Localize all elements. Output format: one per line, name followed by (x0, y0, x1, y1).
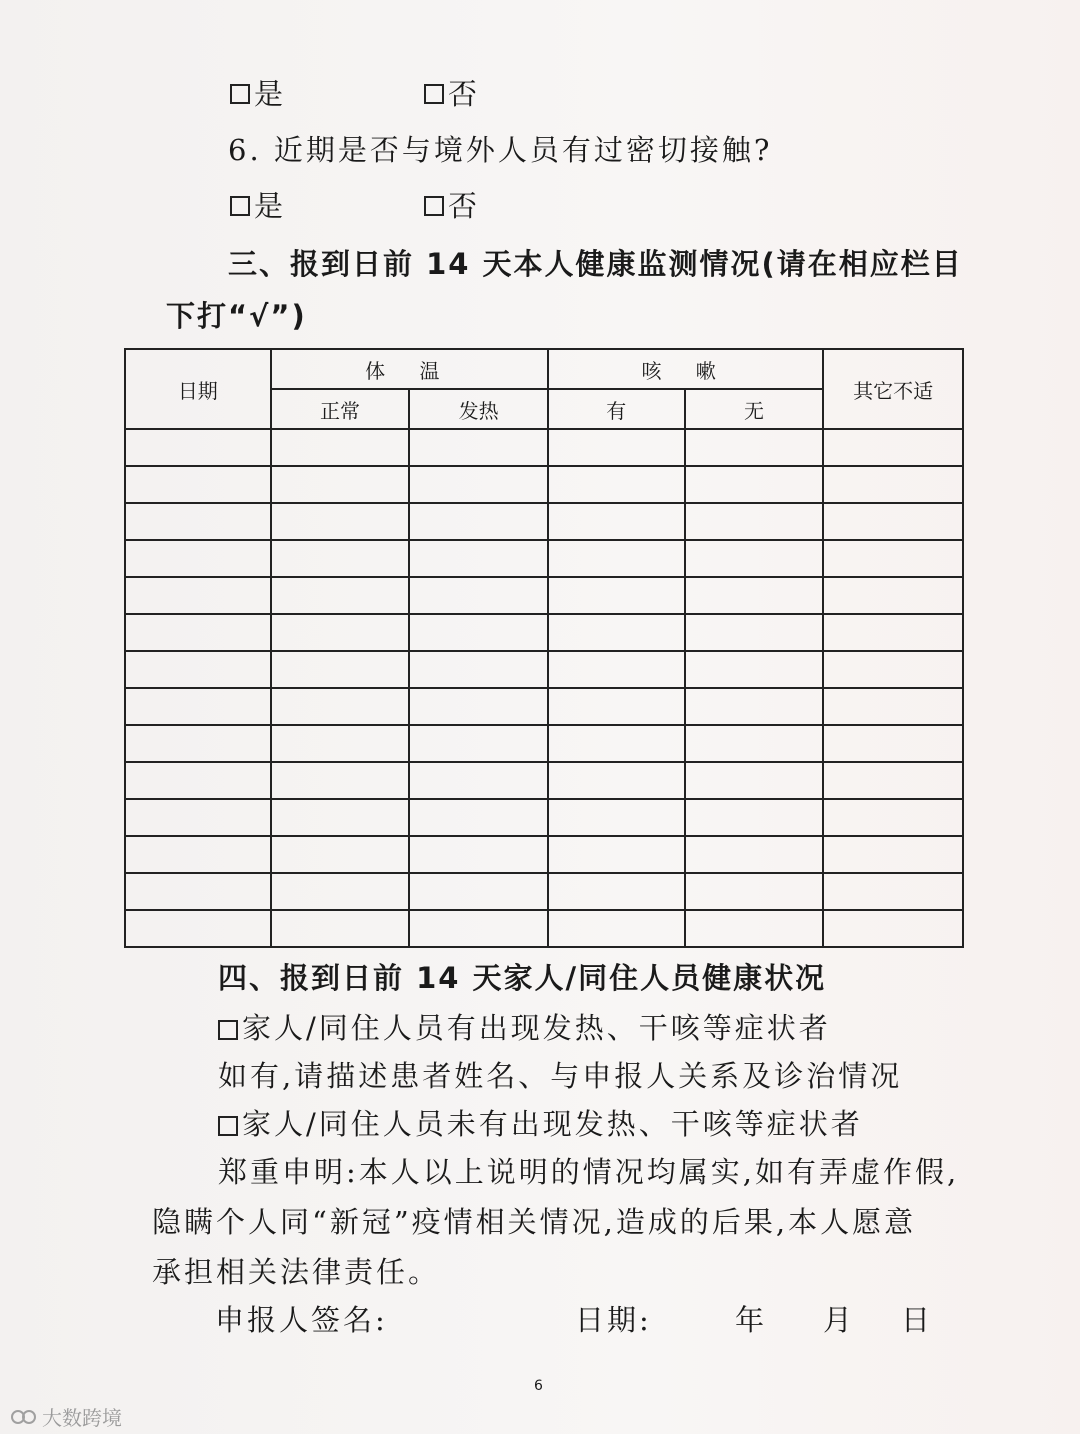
table-cell[interactable] (548, 836, 685, 873)
date-label: 日期: (575, 1303, 652, 1337)
table-cell[interactable] (409, 614, 548, 651)
table-cell[interactable] (685, 614, 824, 651)
table-cell[interactable] (685, 466, 824, 503)
table-cell[interactable] (125, 614, 271, 651)
table-row (125, 688, 963, 725)
table-cell[interactable] (548, 651, 685, 688)
table-cell[interactable] (548, 466, 685, 503)
signature-row (215, 1300, 935, 1340)
table-cell[interactable] (271, 762, 410, 799)
table-cell[interactable] (823, 910, 963, 947)
declaration-line: 郑重申明:本人以上说明的情况均属实,如有弄虚作假, (218, 1155, 960, 1189)
table-cell[interactable] (409, 873, 548, 910)
section4-heading: 四、报到日前 14 天家人/同住人员健康状况 (218, 961, 827, 995)
table-cell[interactable] (548, 540, 685, 577)
table-cell[interactable] (409, 577, 548, 614)
table-cell[interactable] (823, 799, 963, 836)
watermark-logo-icon (10, 1406, 38, 1428)
table-cell[interactable] (409, 540, 548, 577)
table-cell[interactable] (409, 429, 548, 466)
table-cell[interactable] (823, 725, 963, 762)
table-row (125, 614, 963, 651)
signer-label: 申报人签名: (215, 1303, 388, 1337)
table-cell[interactable] (125, 651, 271, 688)
table-cell[interactable] (271, 799, 410, 836)
table-cell[interactable] (685, 873, 824, 910)
q6-yes-option[interactable] (230, 186, 283, 226)
col-fever-header: 发热 (409, 389, 548, 429)
table-cell[interactable] (685, 762, 824, 799)
checkbox[interactable] (424, 196, 444, 216)
page-number: 6 (534, 1378, 543, 1394)
table-cell[interactable] (271, 651, 410, 688)
health-monitoring-table (124, 348, 964, 948)
table-cell[interactable] (271, 429, 410, 466)
table-row (125, 725, 963, 762)
table-cell[interactable] (125, 873, 271, 910)
checkbox[interactable] (230, 196, 250, 216)
watermark-text: 大数跨境 (42, 1406, 122, 1430)
q6-no-option[interactable] (424, 186, 477, 226)
declaration-line: 隐瞒个人同“新冠”疫情相关情况,造成的后果,本人愿意 (152, 1205, 917, 1239)
table-cell[interactable] (125, 910, 271, 947)
table-cell[interactable] (548, 503, 685, 540)
table-cell[interactable] (409, 651, 548, 688)
table-cell[interactable] (125, 540, 271, 577)
table-row (125, 910, 963, 947)
table-cell[interactable] (125, 762, 271, 799)
table-row (125, 503, 963, 540)
table-cell[interactable] (125, 799, 271, 836)
col-cough-yes-header: 有 (548, 389, 685, 429)
table-cell[interactable] (685, 688, 824, 725)
table-cell[interactable] (548, 577, 685, 614)
table-cell[interactable] (685, 836, 824, 873)
q5-no-option[interactable] (424, 74, 477, 114)
table-cell[interactable] (548, 614, 685, 651)
table-cell[interactable] (548, 688, 685, 725)
table-cell[interactable] (685, 503, 824, 540)
table-cell[interactable] (823, 762, 963, 799)
table-cell[interactable] (685, 540, 824, 577)
q6-no-label: 否 (448, 189, 478, 223)
q5-yes-option[interactable] (230, 74, 283, 114)
table-cell[interactable] (548, 799, 685, 836)
option-label: 家人/同住人员有出现发热、干咳等症状者 (242, 1011, 831, 1045)
table-cell[interactable] (125, 429, 271, 466)
day-label: 日 (901, 1303, 934, 1337)
table-cell[interactable] (823, 651, 963, 688)
table-row (125, 762, 963, 799)
table-cell[interactable] (823, 836, 963, 873)
table-cell[interactable] (271, 688, 410, 725)
section4-option-no-symptoms[interactable] (218, 1104, 863, 1144)
q6-yes-label: 是 (254, 189, 284, 223)
checkbox[interactable] (230, 84, 250, 104)
table-cell[interactable] (685, 910, 824, 947)
checkbox[interactable] (218, 1116, 238, 1136)
table-cell[interactable] (409, 799, 548, 836)
table-cell[interactable] (125, 688, 271, 725)
table-cell[interactable] (125, 466, 271, 503)
table-cell[interactable] (823, 429, 963, 466)
table-cell[interactable] (685, 725, 824, 762)
table-cell[interactable] (409, 466, 548, 503)
section3-heading: 三、报到日前 14 天本人健康监测情况(请在相应栏目 (228, 247, 963, 281)
table-cell[interactable] (271, 873, 410, 910)
table-cell[interactable] (823, 873, 963, 910)
table-cell[interactable] (823, 466, 963, 503)
col-normal-header: 正常 (271, 389, 410, 429)
q5-no-label: 否 (448, 77, 478, 111)
table-cell[interactable] (409, 762, 548, 799)
checkbox[interactable] (218, 1020, 238, 1040)
col-date-header: 日期 (125, 349, 271, 429)
table-cell[interactable] (823, 503, 963, 540)
table-cell[interactable] (271, 910, 410, 947)
table-cell[interactable] (271, 577, 410, 614)
table-cell[interactable] (125, 836, 271, 873)
table-cell[interactable] (271, 466, 410, 503)
table-cell[interactable] (685, 429, 824, 466)
table-cell[interactable] (409, 688, 548, 725)
table-cell[interactable] (548, 429, 685, 466)
section4-option-has-symptoms[interactable] (218, 1008, 831, 1048)
table-row (125, 429, 963, 466)
table-cell[interactable] (548, 873, 685, 910)
table-cell[interactable] (823, 688, 963, 725)
year-label: 年 (735, 1303, 768, 1337)
table-cell[interactable] (685, 651, 824, 688)
col-other-header: 其它不适 (823, 349, 963, 429)
month-label: 月 (823, 1303, 856, 1337)
col-temperature-header: 体 温 (271, 349, 548, 389)
table-row (125, 651, 963, 688)
table-body (125, 429, 963, 947)
table-cell[interactable] (125, 725, 271, 762)
table-cell[interactable] (823, 577, 963, 614)
option-label: 家人/同住人员未有出现发热、干咳等症状者 (242, 1107, 863, 1141)
table-cell[interactable] (548, 910, 685, 947)
section3-heading-cont: 下打“√”) (166, 299, 307, 333)
table-cell[interactable] (548, 762, 685, 799)
table-cell[interactable] (125, 577, 271, 614)
table-row (125, 799, 963, 836)
q6-question: 6. 近期是否与境外人员有过密切接触? (228, 133, 773, 167)
declaration-line: 承担相关法律责任。 (152, 1255, 441, 1289)
table-cell[interactable] (271, 614, 410, 651)
col-cough-no-header: 无 (685, 389, 824, 429)
table-cell[interactable] (409, 725, 548, 762)
table-row (125, 577, 963, 614)
table-row (125, 540, 963, 577)
table-cell[interactable] (271, 540, 410, 577)
section4-describe-text: 如有,请描述患者姓名、与申报人关系及诊治情况 (218, 1059, 903, 1093)
watermark (10, 1402, 122, 1431)
table-row (125, 836, 963, 873)
q5-yes-label: 是 (254, 77, 284, 111)
table-cell[interactable] (125, 503, 271, 540)
table-cell[interactable] (409, 910, 548, 947)
table-row (125, 466, 963, 503)
table-cell[interactable] (271, 725, 410, 762)
checkbox[interactable] (424, 84, 444, 104)
table-cell[interactable] (271, 503, 410, 540)
table-row (125, 873, 963, 910)
table-cell[interactable] (271, 836, 410, 873)
table-cell[interactable] (685, 577, 824, 614)
table-cell[interactable] (409, 503, 548, 540)
table-cell[interactable] (823, 540, 963, 577)
table-cell[interactable] (548, 725, 685, 762)
table-cell[interactable] (685, 799, 824, 836)
col-cough-header: 咳 嗽 (548, 349, 823, 389)
table-cell[interactable] (823, 614, 963, 651)
table-cell[interactable] (409, 836, 548, 873)
